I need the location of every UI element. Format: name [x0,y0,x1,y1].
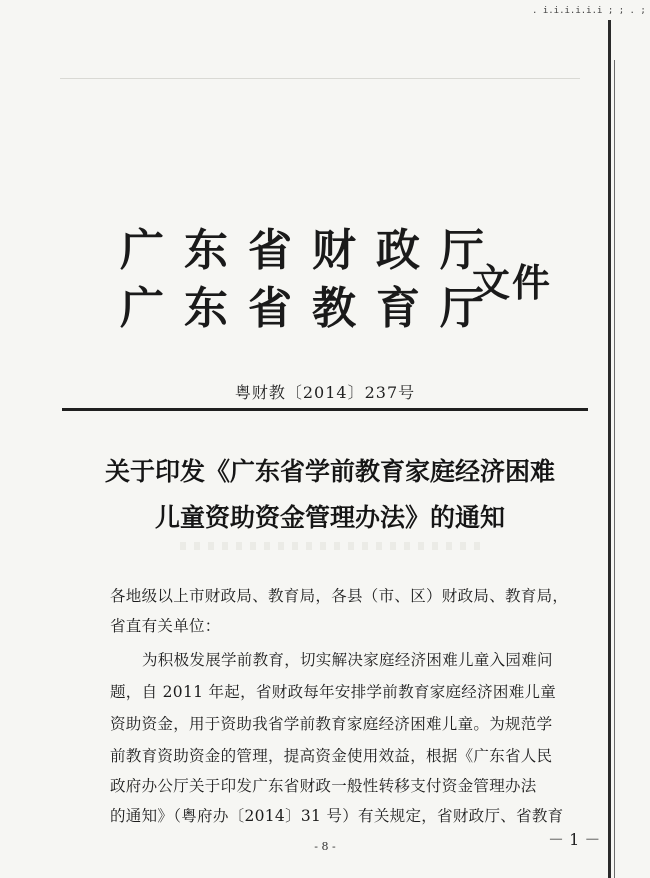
body-line: 各地级以上市财政局、教育局，各县（市、区）财政局、教育局， [110,587,569,605]
body-line: 题，自 2011 年起，省财政每年安排学前教育家庭经济困难儿童 [110,683,557,701]
body-line: 前教育资助资金的管理，提高资金使用效益，根据《广东省人民 [110,747,553,765]
body-line: 为积极发展学前教育，切实解决家庭经济困难儿童入园难问 [142,651,553,669]
notice-title-line-1: 关于印发《广东省学前教育家庭经济困难 [104,457,555,486]
body-line: 的通知》（粤府办〔2014〕31 号）有关规定，省财政厅、省教育 [110,807,564,825]
body-line: 省直有关单位： [110,617,221,635]
document-number: 粤财教〔2014〕237号 [234,383,416,402]
document-word: 文件 [472,260,553,305]
page-number-right: － 1 － [548,830,601,849]
issuer-line-education: 广东省教育厅 [120,283,504,334]
header-rule [62,408,588,411]
body-line: 政府办公厅关于印发广东省财政一般性转移支付资金管理办法 [110,777,537,795]
scan-edge-line-secondary [614,60,615,878]
faint-scan-line [60,78,580,79]
body-line: 资助资金，用于资助我省学前教育家庭经济困难儿童。为规范学 [110,715,553,733]
notice-title-line-2: 儿童资助资金管理办法》的通知 [154,503,505,532]
page-number-center: - 8 - [314,840,336,853]
scan-corner-marks: . i.i.i.i.i.i ; ; . ; [532,6,646,16]
issuer-block [120,222,504,338]
issuer-line-finance: 广东省财政厅 [120,225,504,276]
scan-edge-line [608,20,611,878]
bleed-through-noise [180,542,480,550]
